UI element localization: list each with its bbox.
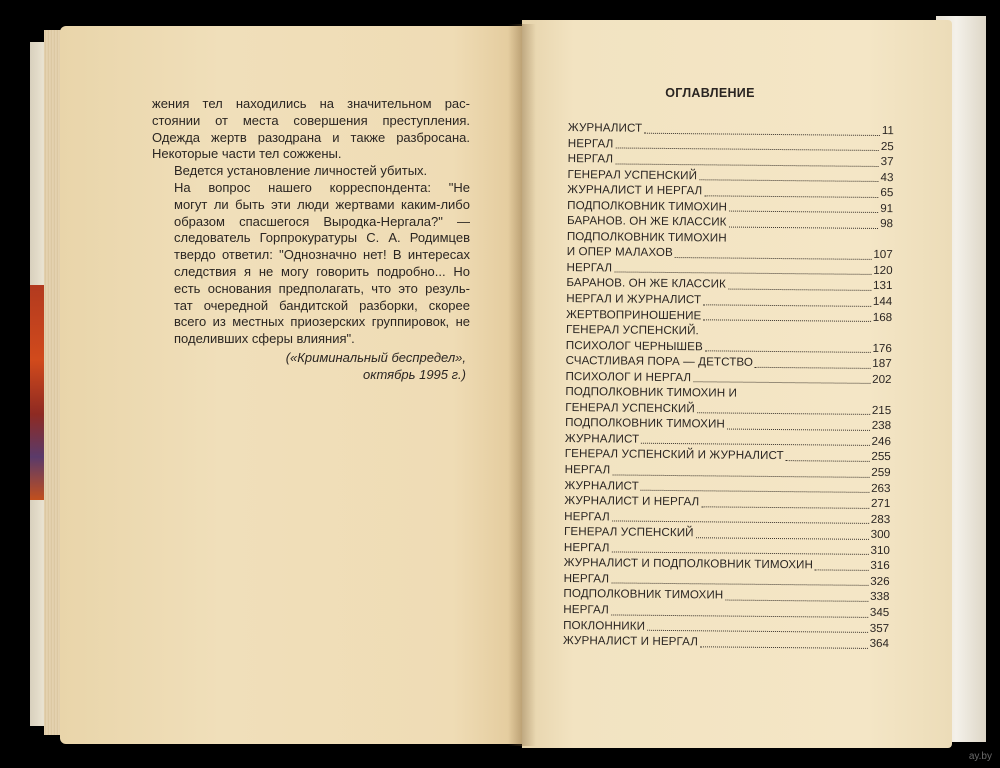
toc-leader-dots	[611, 614, 868, 617]
toc-leader-dots	[696, 537, 869, 540]
paragraph	[152, 180, 470, 348]
toc-entry-title: И ОПЕР МАЛАХОВ	[566, 245, 673, 260]
toc-entry	[567, 244, 893, 263]
toc-entry-page: 25	[880, 139, 894, 153]
toc-entry-title: ГЕНЕРАЛ УСПЕНСКИЙ И ЖУРНАЛИСТ	[564, 447, 784, 463]
toc-entry-page: 98	[880, 217, 894, 231]
toc-entry-title: НЕРГАЛ	[563, 540, 610, 555]
toc-entry-page: 176	[872, 341, 892, 355]
toc-entry-title: ЖУРНАЛИСТ И НЕРГАЛ	[567, 183, 703, 198]
toc-entry-page: 215	[871, 403, 892, 417]
toc-entry-page: 271	[870, 497, 891, 511]
toc-entry-page: 310	[870, 543, 890, 557]
toc-leader-dots	[647, 630, 868, 633]
toc-entry-title: БАРАНОВ. ОН ЖЕ КЛАССИК	[566, 214, 727, 229]
toc-leader-dots	[611, 583, 868, 586]
toc-entry-page: 11	[881, 124, 894, 138]
toc-entry-title: ЖУРНАЛИСТ И НЕРГАЛ	[564, 494, 700, 509]
citation-source: («Криминальный беспредел»,	[285, 350, 466, 365]
text-line: Одежда жертв разодрана и также разбросана.	[152, 129, 470, 145]
toc-entry-title: ПСИХОЛОГ ЧЕРНЫШЕВ	[565, 338, 703, 353]
toc-entry-title: ЖЕРТВОПРИНОШЕНИЕ	[566, 307, 702, 322]
toc-leader-dots	[644, 132, 880, 135]
toc-entry-page: 168	[872, 310, 893, 324]
toc-entry-page: 144	[872, 294, 893, 309]
toc-entry-page: 364	[869, 636, 890, 651]
toc-entry-page: 316	[870, 559, 890, 573]
toc-entry-title: ГЕНЕРАЛ УСПЕНСКИЙ	[565, 400, 695, 416]
toc-entry-title: НЕРГАЛ	[563, 602, 609, 617]
toc-leader-dots	[729, 211, 878, 213]
toc-entry-title: НЕРГАЛ	[564, 463, 611, 477]
toc-entry	[568, 120, 894, 139]
toc-entry-title: НЕРГАЛ	[563, 571, 610, 586]
toc-entry-page: 283	[870, 512, 891, 526]
toc-entry-title: ЖУРНАЛИСТ	[564, 478, 639, 493]
toc-entry	[564, 524, 890, 543]
toc-entry-page: 246	[871, 434, 891, 449]
text-line: На вопрос нашего корреспондента: "Не	[174, 179, 470, 195]
paragraph	[152, 96, 470, 163]
toc-entry-title: НЕРГАЛ	[567, 136, 614, 150]
toc-entry-title: ПОДПОЛКОВНИК ТИМОХИН	[565, 416, 725, 431]
toc-entry-title: ЖУРНАЛИСТ И НЕРГАЛ	[562, 634, 699, 649]
toc-entry-title: НЕРГАЛ	[567, 152, 614, 166]
toc-leader-dots	[729, 243, 891, 245]
toc-entry-page: 202	[872, 372, 892, 386]
text-line: Ведется установление личностей убитых.	[174, 163, 428, 179]
toc-entry-page: 238	[871, 419, 892, 433]
watermark: ay.by	[968, 751, 992, 762]
toc-entry-title: НЕРГАЛ И ЖУРНАЛИСТ	[566, 292, 702, 307]
text-line: следователь Горпрокуратуры С. А. Родимцев	[174, 230, 470, 246]
toc-leader-dots	[701, 336, 890, 338]
toc-leader-dots	[612, 474, 869, 477]
toc-entry	[564, 555, 890, 574]
toc-leader-dots	[675, 257, 872, 260]
toc-entry-page: 345	[869, 605, 890, 620]
toc-leader-dots	[693, 382, 870, 385]
text-line: тат очередной бандитской разборки, скорее	[174, 297, 470, 313]
toc-entry-page: 131	[873, 279, 893, 293]
text-line: могут ли быть эти люди жертвами каким-либо	[174, 196, 470, 212]
text-line: поделивших сферы влияния".	[174, 331, 355, 347]
toc-entry-title: ЖУРНАЛИСТ	[564, 431, 640, 446]
toc-entry-page: 37	[880, 155, 894, 169]
toc-leader-dots	[704, 195, 878, 198]
toc-entry-title: ПСИХОЛОГ И НЕРГАЛ	[565, 369, 692, 384]
text-line: жения тел находились на значительном рас-	[152, 96, 470, 111]
table-of-contents	[563, 120, 894, 652]
toc-entry-page: 263	[871, 481, 891, 495]
toc-entry-title: СЧАСТЛИВАЯ ПОРА — ДЕТСТВО	[565, 354, 754, 369]
toc-entry-title: НЕРГАЛ	[566, 260, 613, 275]
toc-leader-dots	[755, 367, 870, 369]
toc-leader-dots	[705, 351, 871, 354]
toc-leader-dots	[641, 443, 869, 446]
toc-entry-title: ПОКЛОННИКИ	[563, 618, 646, 633]
toc-leader-dots	[699, 179, 879, 182]
toc-entry	[564, 493, 890, 512]
toc-entry-page: 120	[873, 263, 893, 278]
text-line: всего из местных приозерских группировок, не	[174, 314, 470, 330]
toc-entry	[563, 586, 889, 605]
toc-entry-title: ПОДПОЛКОВНИК ТИМОХИН И	[565, 385, 738, 400]
toc-entry-title: ПОДПОЛКОВНИК ТИМОХИН	[563, 587, 724, 602]
toc-leader-dots	[725, 599, 868, 601]
toc-entry-page: 255	[871, 450, 891, 464]
left-page-text	[152, 96, 470, 348]
toc-entry-page: 300	[870, 528, 891, 542]
toc-leader-dots	[614, 272, 871, 275]
toc-title: ОГЛАВЛЕНИЕ	[665, 86, 755, 100]
toc-leader-dots	[615, 148, 879, 152]
citation	[260, 349, 466, 383]
toc-leader-dots	[739, 398, 889, 399]
paragraph	[152, 163, 470, 180]
toc-leader-dots	[703, 304, 871, 307]
toc-leader-dots	[728, 289, 871, 291]
toc-entry-title: ГЕНЕРАЛ УСПЕНСКИЙ	[563, 525, 694, 540]
toc-leader-dots	[612, 521, 869, 524]
toc-entry-page: 65	[880, 186, 894, 200]
text-line: стоянии от места совершения преступления.	[152, 112, 470, 128]
toc-leader-dots	[697, 413, 870, 416]
toc-entry-title: ГЕНЕРАЛ УСПЕНСКИЙ.	[565, 323, 699, 338]
toc-entry-page: 326	[870, 574, 890, 588]
toc-leader-dots	[700, 646, 868, 649]
toc-entry	[563, 633, 889, 652]
toc-leader-dots	[611, 552, 868, 555]
toc-entry-page: 187	[872, 357, 892, 371]
toc-entry-title: ЖУРНАЛИСТ	[567, 120, 643, 135]
toc-entry	[565, 446, 891, 465]
toc-leader-dots	[703, 319, 870, 322]
toc-leader-dots	[727, 428, 870, 430]
text-line: образом спасшегося Выродка-Нергала?" —	[174, 213, 470, 229]
toc-entry-page: 357	[869, 621, 890, 635]
toc-leader-dots	[615, 163, 879, 167]
citation-date: октябрь 1995 г.)	[362, 367, 466, 382]
toc-entry-title: ГЕНЕРАЛ УСПЕНСКИЙ	[567, 167, 698, 182]
toc-entry-page: 259	[871, 465, 891, 480]
text-line: следствия я не могу говорить подробно... Но	[174, 263, 470, 279]
toc-entry-title: ПОДПОЛКОВНИК ТИМОХИН	[566, 229, 727, 245]
toc-leader-dots	[786, 460, 870, 462]
text-line: твердо ответил: "Однозначно нет! В интересах	[174, 247, 470, 263]
toc-entry-page: 107	[873, 248, 893, 262]
toc-entry-title: ЖУРНАЛИСТ И ПОДПОЛКОВНИК ТИМОХИН	[563, 556, 814, 572]
book-spine-shadow	[508, 24, 536, 746]
text-line: есть основания предполагать, что это резуль-	[174, 280, 470, 296]
toc-entry-title: ПОДПОЛКОВНИК ТИМОХИН	[567, 198, 728, 214]
toc-leader-dots	[815, 569, 868, 571]
text-line: Некоторые части тел сожжены.	[152, 146, 342, 162]
toc-leader-dots	[701, 506, 869, 509]
toc-entry-page: 338	[870, 590, 890, 604]
toc-leader-dots	[728, 226, 878, 228]
toc-entry-title: НЕРГАЛ	[564, 509, 610, 524]
toc-entry-page: 91	[880, 201, 894, 215]
toc-entry-page: 43	[880, 170, 894, 184]
toc-entry-title: БАРАНОВ. ОН ЖЕ КЛАССИК	[566, 276, 726, 291]
toc-leader-dots	[641, 490, 869, 493]
